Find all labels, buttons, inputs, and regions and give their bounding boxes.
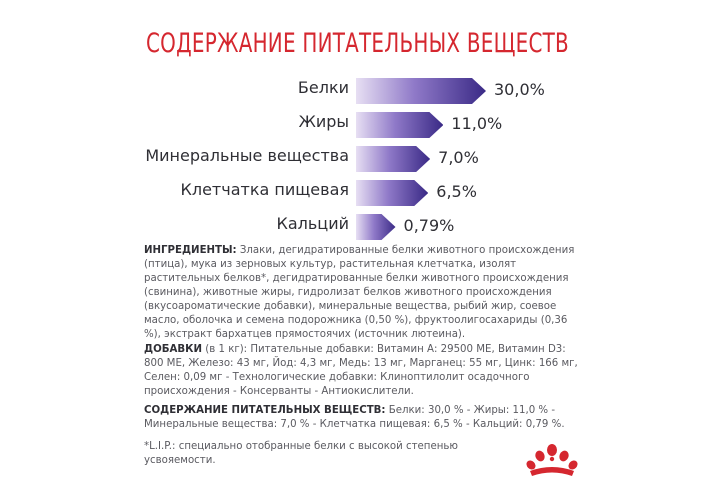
nutrient-bar [356, 112, 443, 138]
nutrient-bar [356, 180, 428, 206]
nutrient-bar [356, 78, 486, 104]
nutrient-value: 0,79% [403, 216, 455, 235]
nutrient-value: 11,0% [451, 114, 503, 133]
nutrient-row-fat [0, 108, 715, 138]
nutrient-row-fiber [0, 176, 715, 206]
nutrient-value: 30,0% [494, 80, 545, 99]
nutrient-row-calcium [0, 210, 715, 240]
additives-unit: (в 1 кг): [202, 344, 248, 355]
nutrient-value: 6,5% [436, 182, 477, 201]
ingredients-text: Злаки, дегидратированные белки животного происхождения (птица), мука из зерновых культур, растительная клетчатка, изолят растительных белков*, дегидратированные белки животного происхождения (свинина), животные жиры, гидролизат белков животного происхождения (вкусоароматические добавки), минеральные вещества, рыбий жир, соевое масло, оболочка и семена подорожника (0,50 %), фруктоолигосахариды (0,36 %), экстракт бархатцев прямостоячих (источник лютеина). [144, 245, 575, 340]
nutrient-bar [356, 146, 430, 172]
ingredients-heading: ИНГРЕДИЕНТЫ: [144, 245, 237, 256]
nutrient-row-protein [0, 74, 715, 104]
nutrient-value: 7,0% [438, 148, 479, 167]
nutrient-label: Клетчатка пищевая [180, 180, 349, 199]
ingredients-block [144, 244, 584, 342]
royal-canin-crown-icon [520, 441, 584, 481]
nutrient-label: Белки [297, 78, 349, 97]
nutrient-label: Минеральные вещества [145, 146, 349, 165]
nutrient-row-minerals [0, 142, 715, 172]
nutrient-label: Кальций [276, 214, 349, 233]
nutrition-summary-block [144, 404, 584, 432]
additives-text: Питательные добавки: Витамин А: 29500 МЕ, Витамин D3: 800 МЕ, Железо: 43 мг, Йод: 4,3 мг, Медь: 13 мг, Марганец: 55 мг, Цинк: 166 мг, Селен: 0,09 мг - Технологические добавки: Клиноптилолит осадочного происхождения - Консерванты - Антиокислители. [144, 344, 578, 397]
additives-heading: ДОБАВКИ [144, 344, 203, 355]
additives-block [144, 343, 584, 399]
footnote: *L.I.P.: специально отобранные белки с высокой степенью усвояемости. [144, 441, 458, 466]
nutrient-bar [356, 214, 396, 240]
page-title: СОДЕРЖАНИЕ ПИТАТЕЛЬНЫХ ВЕЩЕСТВ [146, 28, 569, 59]
nutrition-summary-text: Белки: 30,0 % - Жиры: 11,0 % - Минеральные вещества: 7,0 % - Клетчатка пищевая: 6,5 % - Кальций: 0,79 %. [144, 405, 565, 430]
nutrient-label: Жиры [298, 112, 349, 131]
nutrition-summary-heading: СОДЕРЖАНИЕ ПИТАТЕЛЬНЫХ ВЕЩЕСТВ: [144, 405, 386, 416]
